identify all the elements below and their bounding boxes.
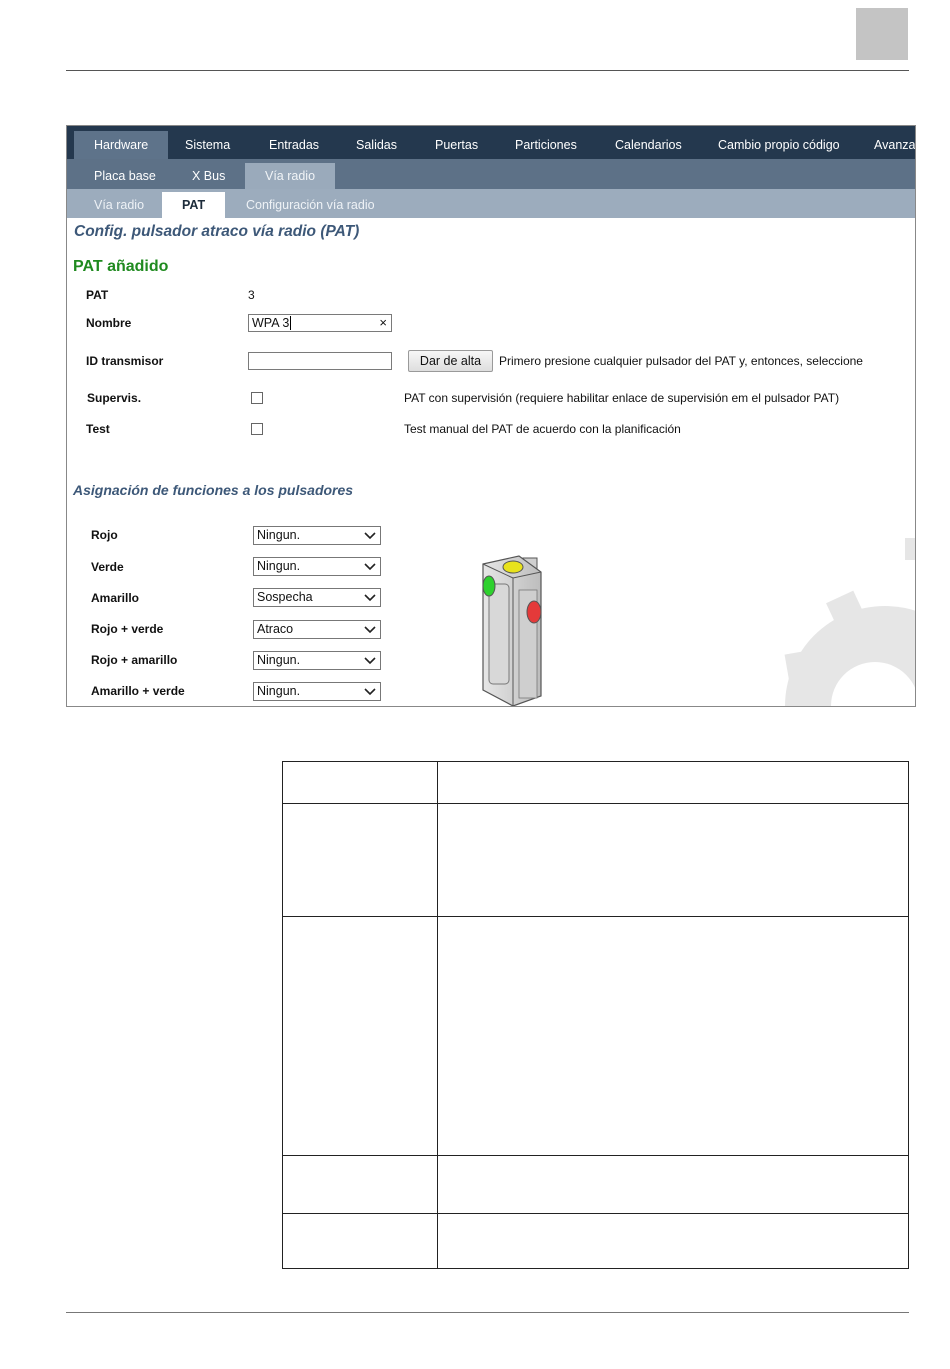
assign-select-rojo-verde[interactable] [253, 620, 381, 639]
header-rule [66, 70, 909, 71]
section-assignment: Asignación de funciones a los pulsadores [73, 482, 354, 498]
assign-select-verde[interactable] [253, 557, 381, 576]
chevron-down-icon [363, 623, 377, 636]
close-icon[interactable]: × [379, 315, 387, 330]
register-hint: Primero presione cualquier pulsador del PAT y, entonces, seleccione [499, 354, 863, 368]
primary-nav [67, 126, 915, 159]
assign-select-amarillo[interactable] [253, 588, 381, 607]
supervision-label: Supervis. [87, 391, 142, 405]
tab-configuracion-via-radio[interactable]: Configuración vía radio [246, 198, 375, 212]
document-table [282, 761, 909, 1269]
assign-value-amarillo: Sospecha [257, 590, 313, 604]
assign-select-amarillo-verde[interactable] [253, 682, 381, 701]
name-label: Nombre [86, 316, 132, 330]
tab-puertas[interactable]: Puertas [435, 138, 479, 152]
name-input-value: WPA 3 [252, 316, 290, 330]
tertiary-nav [67, 189, 915, 218]
tab-calendarios[interactable]: Calendarios [615, 138, 682, 152]
chevron-down-icon [363, 685, 377, 698]
tab-x-bus[interactable]: X Bus [192, 169, 226, 183]
tab-avanzado[interactable]: Avanza [874, 138, 916, 152]
assign-label-rojo-verde: Rojo + verde [91, 622, 164, 636]
chevron-down-icon [363, 654, 377, 667]
assign-select-rojo[interactable] [253, 526, 381, 545]
assign-value-rojo: Ningun. [257, 528, 301, 542]
tab-particiones[interactable]: Particiones [515, 138, 577, 152]
assign-value-verde: Ningun. [257, 559, 301, 573]
assign-value-rojo-amarillo: Ningun. [257, 653, 301, 667]
secondary-nav [67, 159, 915, 189]
footer-rule [66, 1312, 909, 1313]
assign-value-amarillo-verde: Ningun. [257, 684, 301, 698]
config-screenshot [66, 125, 916, 707]
transmitter-label: ID transmisor [86, 354, 164, 368]
pat-device-illustration [475, 550, 551, 706]
page-corner-tab [856, 8, 908, 60]
assign-label-rojo: Rojo [91, 528, 118, 542]
tab-via-radio-sub[interactable]: Vía radio [94, 198, 145, 212]
test-checkbox[interactable] [251, 423, 263, 435]
tab-cambio-propio-codigo[interactable]: Cambio propio código [718, 138, 840, 152]
tab-placa-base[interactable]: Placa base [94, 169, 156, 183]
supervision-checkbox[interactable] [251, 392, 263, 404]
tab-pat[interactable]: PAT [162, 192, 225, 218]
tab-sistema[interactable]: Sistema [185, 138, 231, 152]
tab-salidas[interactable]: Salidas [356, 138, 397, 152]
tab-via-radio[interactable]: Vía radio [245, 163, 335, 189]
pat-label: PAT [86, 288, 109, 302]
assign-value-rojo-verde: Atraco [257, 622, 294, 636]
table-column-divider [437, 762, 438, 1268]
transmitter-id-input[interactable] [248, 352, 392, 370]
table-row-divider [283, 1213, 908, 1214]
assign-select-rojo-amarillo[interactable] [253, 651, 381, 670]
table-row-divider [283, 803, 908, 804]
test-label: Test [86, 422, 110, 436]
assign-label-verde: Verde [91, 560, 124, 574]
chevron-down-icon [363, 560, 377, 573]
tab-entradas[interactable]: Entradas [269, 138, 320, 152]
assign-label-amarillo-verde: Amarillo + verde [91, 684, 185, 698]
assign-label-rojo-amarillo: Rojo + amarillo [91, 653, 178, 667]
gear-watermark [735, 518, 915, 706]
register-button[interactable]: Dar de alta [408, 350, 493, 372]
chevron-down-icon [363, 529, 377, 542]
tab-hardware[interactable]: Hardware [74, 131, 168, 159]
pat-value: 3 [248, 288, 255, 302]
page-title: Config. pulsador atraco vía radio (PAT) [74, 223, 360, 240]
name-input[interactable] [248, 314, 392, 332]
test-description: Test manual del PAT de acuerdo con la planificación [404, 422, 681, 436]
section-pat-added: PAT añadido [73, 258, 169, 275]
chevron-down-icon [363, 591, 377, 604]
assign-label-amarillo: Amarillo [91, 591, 140, 605]
table-row-divider [283, 1155, 908, 1156]
table-row-divider [283, 916, 908, 917]
supervision-description: PAT con supervisión (requiere habilitar enlace de supervisión em el pulsador PAT) [404, 391, 840, 405]
